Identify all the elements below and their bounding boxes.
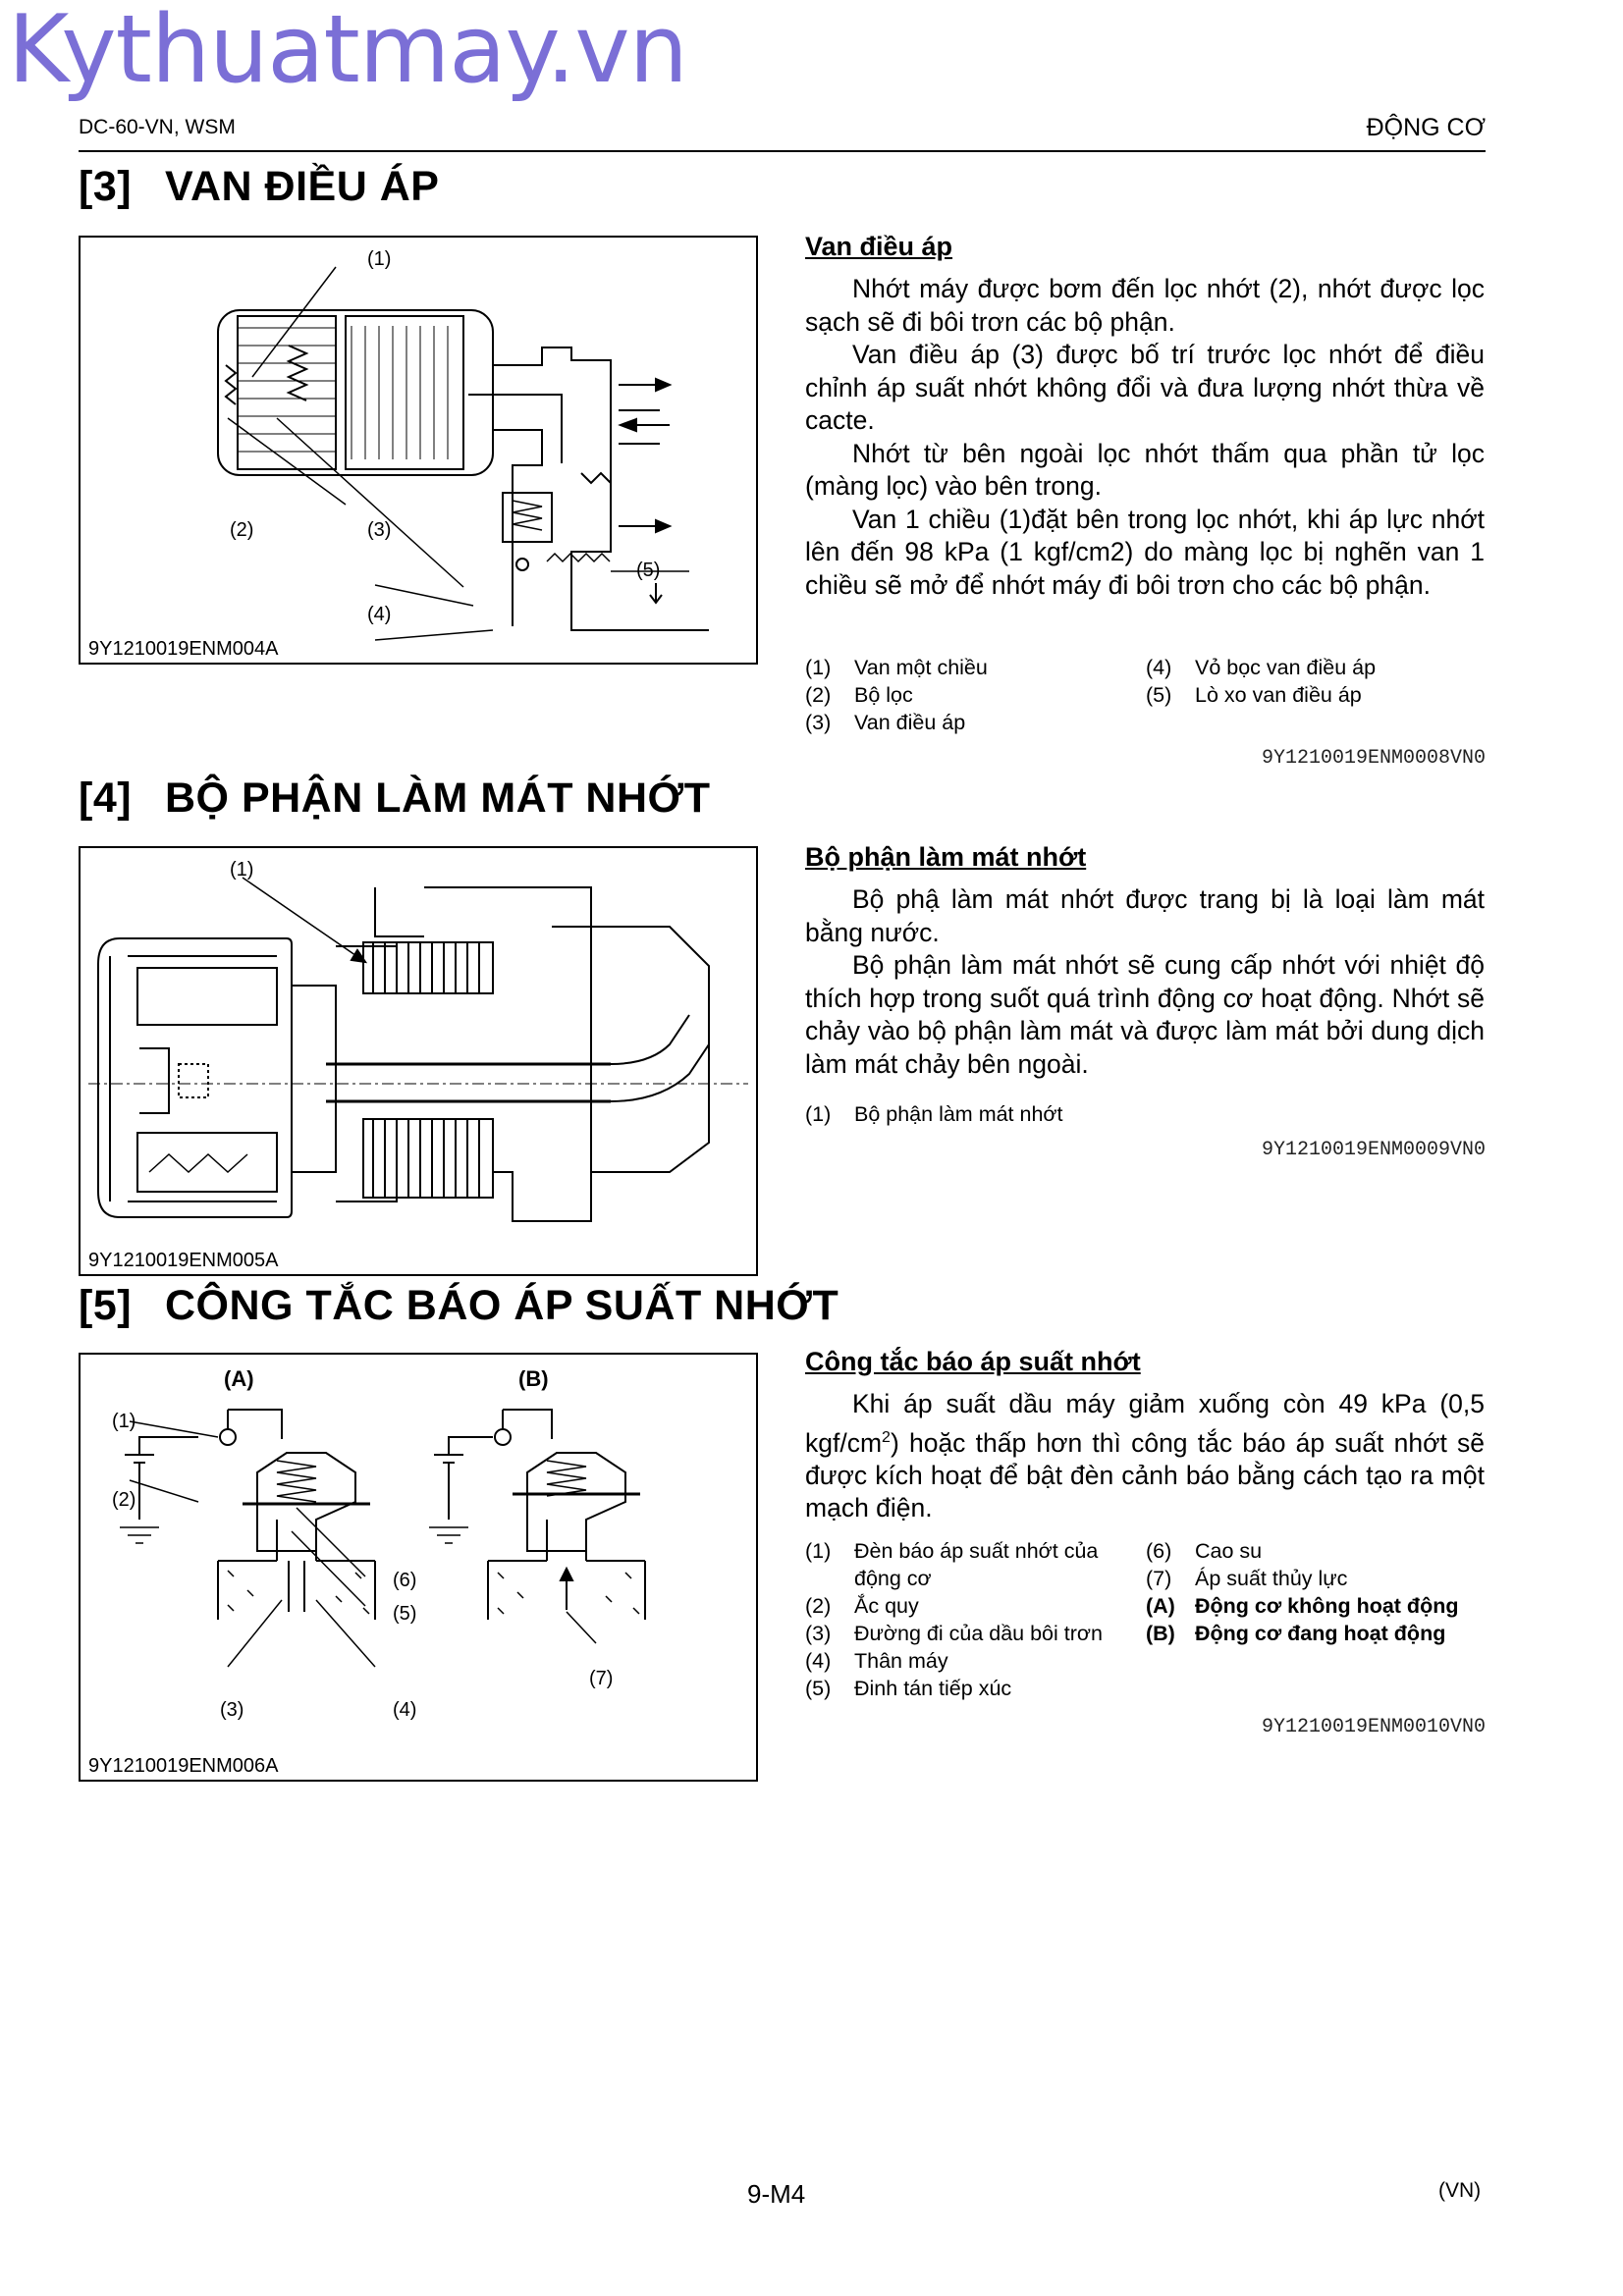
paragraph: Van 1 chiều (1)đặt bên trong lọc nhớt, khi áp lực nhớt lên đến 98 kPa (1 kgf/cm2) do màng lọc bị nghẽn van 1 chiều sẽ mở để nhớt máy đi bôi trơn cho các bộ phận. [805,504,1485,600]
legend-item: (A) Động cơ không hoạt động [1146,1594,1459,1618]
callout-4: (4) [393,1699,417,1721]
callout-5: (5) [636,560,661,581]
paragraph: Khi áp suất dầu máy giảm xuống còn 49 kPa (0,5 kgf/$cm^2$) hoặc thấp hơn thì công tắc báo áp suất nhớt sẽ được kích hoạt để bật đèn cảnh báo bằng cách tạo ra một mạch điện. [805,1389,1485,1523]
legend-left [805,654,1139,736]
callout-7: (7) [589,1668,614,1689]
callout-2: (2) [230,519,254,541]
subtitle-oil-pressure-switch: Công tắc báo áp suất nhớt [805,1347,1141,1376]
language-tag: (VN) [1438,2179,1482,2202]
legend-left [805,1537,1139,1702]
paragraph: Van điều áp (3) được bố trí trước lọc nhớt để điều chỉnh áp suất nhớt không đổi và đưa lượng nhớt thừa về cacte. [805,340,1485,435]
callout-5: (5) [393,1603,417,1625]
legend-item: (6) Cao su [1146,1539,1263,1563]
watermark: Kythuatmay.vn [8,0,687,104]
paragraph: Bộ phậ làm mát nhớt được trang bị là loại làm mát bằng nước. [805,884,1485,947]
reference-code: 9Y1210019ENM0008VN0 [1261,747,1486,770]
paragraph: Nhớt từ bên ngoài lọc nhớt thấm qua phần tử lọc (màng lọc) vào bên trong. [805,438,1485,501]
reference-code: 9Y1210019ENM0010VN0 [1261,1716,1486,1738]
callout-3: (3) [220,1699,244,1721]
legend-item: (5) Đinh tán tiếp xúc [805,1677,1012,1700]
callout-A: (A) [224,1366,254,1391]
figure-oil-pressure-switch [79,1353,758,1782]
paragraph: Nhớt máy được bơm đến lọc nhớt (2), nhớt được lọc sạch sẽ đi bôi trơn các bộ phận. [805,274,1485,337]
figure-code: 9Y1210019ENM004A [88,638,279,660]
callout-B: (B) [518,1366,549,1391]
reference-code: 9Y1210019ENM0009VN0 [1261,1139,1486,1161]
callout-2: (2) [112,1489,136,1511]
legend-item: (3) Van điều áp [805,711,966,734]
legend-item: (4) Vỏ bọc van điều áp [1146,656,1377,679]
legend-left [805,1100,1198,1128]
legend-item: (B) Động cơ đang hoạt động [1146,1622,1446,1645]
header-rule [79,150,1486,152]
legend-item: (7) Áp suất thủy lực [1146,1567,1348,1590]
legend-item: (1) Đèn báo áp suất nhớt của động cơ [805,1539,1099,1590]
body-oil-cooler [805,883,1485,1081]
header-doc-code: DC-60-VN, WSM [79,116,236,138]
body-oil-pressure-switch [805,1388,1485,1525]
pressure-switch-diagram [81,1355,756,1780]
legend-right [1146,654,1486,709]
callout-3: (3) [367,519,392,541]
regulating-valve-diagram [81,238,756,663]
figure-oil-cooler [79,846,758,1276]
figure-pressure-regulating-valve [79,236,758,665]
body-regulating-valve [805,273,1485,602]
figure-code: 9Y1210019ENM005A [88,1250,279,1271]
legend-item: (3) Đường đi của dầu bôi trơn [805,1622,1103,1645]
legend-right [1146,1537,1486,1647]
legend-item: (2) Ắc quy [805,1594,919,1618]
callout-4: (4) [367,604,392,625]
legend-item: (4) Thân máy [805,1649,948,1673]
legend-item: (2) Bộ lọc [805,683,913,707]
section-title-5: [5] CÔNG TẮC BÁO ÁP SUẤT NHỚT [79,1282,839,1329]
paragraph: Bộ phận làm mát nhớt sẽ cung cấp nhớt với nhiệt độ thích hợp trong suốt quá trình động cơ hoạt động. Nhớt sẽ chảy vào bộ phận làm mát và được làm mát bởi dung dịch làm mát chảy bên ngoài. [805,950,1485,1079]
figure-code: 9Y1210019ENM006A [88,1755,279,1777]
legend-item: (5) Lò xo van điều áp [1146,683,1362,707]
oil-cooler-diagram [81,848,756,1274]
page-number: 9-M4 [747,2179,806,2209]
subtitle-regulating-valve: Van điều áp [805,232,953,261]
legend-item: (1) Bộ phận làm mát nhớt [805,1102,1063,1126]
callout-1: (1) [367,248,392,270]
section-title-3: [3] VAN ĐIỀU ÁP [79,163,440,210]
subtitle-oil-cooler: Bộ phận làm mát nhớt [805,842,1087,872]
callout-1: (1) [112,1411,136,1432]
callout-1: (1) [230,859,254,881]
legend-item: (1) Van một chiều [805,656,988,679]
header-chapter: ĐỘNG CƠ [1366,114,1486,141]
section-title-4: [4] BỘ PHẬN LÀM MÁT NHỚT [79,774,711,822]
callout-6: (6) [393,1570,417,1591]
